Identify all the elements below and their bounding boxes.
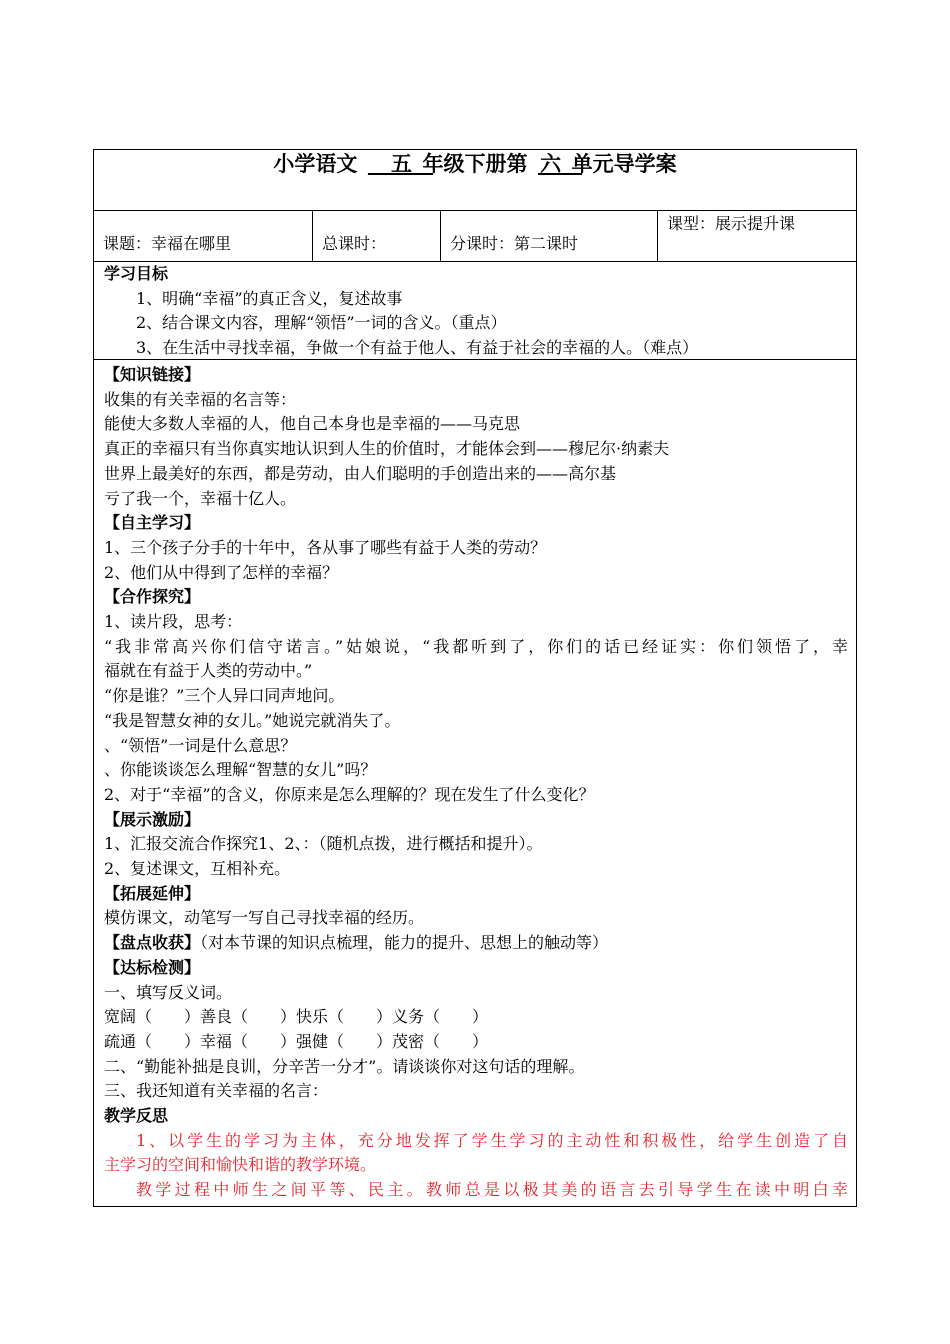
knowledge-line: 世界上最美好的东西，都是劳动，由人们聪明的手创造出来的——高尔基 (104, 463, 617, 483)
inventory-line (104, 931, 848, 956)
page-title (94, 151, 856, 177)
title-prefix: 小学语文 (273, 152, 358, 176)
total-hours-cell (313, 211, 441, 261)
test-line: 宽阔（ ）善良（ ）快乐（ ）义务（ ） (104, 1007, 489, 1027)
self-study-line: 2、他们从中得到了怎样的幸福？ (104, 562, 339, 582)
topic-cell (94, 211, 313, 261)
test-heading: 【达标检测】 (104, 957, 201, 977)
cooperative-line: 福就在有益于人类的劳动中。” (104, 661, 313, 681)
sub-hours-text: 分课时：第二课时 (450, 234, 579, 253)
reflection-line: 主学习的空间和愉快和谐的教学环境。 (104, 1155, 377, 1175)
main-content (94, 360, 856, 1208)
knowledge-line: 真正的幸福只有当你真实地认识到人生的价值时，才能体会到——穆尼尔·纳素夫 (104, 439, 670, 459)
cooperative-heading: 【合作探究】 (104, 587, 201, 607)
self-study-heading: 【自主学习】 (104, 513, 201, 533)
title-row (94, 150, 856, 211)
knowledge-line: 亏了我一个，幸福十亿人。 (104, 488, 297, 508)
sub-hours-cell (441, 211, 658, 261)
objectives-section (94, 262, 856, 360)
objectives-heading: 学习目标 (104, 264, 169, 283)
lesson-type-cell (658, 211, 856, 261)
cooperative-line: “我是智慧女神的女儿。”她说完就消失了。 (104, 710, 401, 730)
cooperative-line: 、“领悟”一词是什么意思？ (104, 735, 297, 755)
title-unit-blank (528, 151, 572, 177)
knowledge-heading: 【知识链接】 (104, 365, 201, 384)
info-row (94, 211, 856, 262)
test-line: 一、填写反义词。 (104, 982, 233, 1002)
reflection-heading: 教学反思 (104, 1106, 169, 1125)
title-suffix: 单元导学案 (571, 152, 677, 176)
test-line: 疏通（ ）幸福（ ）强健（ ）茂密（ ） (104, 1031, 489, 1051)
inventory-note: （对本节课的知识点梳理，能力的提升、思想上的触动等） (200, 933, 609, 953)
reflection-line: 1、以学生的学习为主体，充分地发挥了学生学习的主动性和积极性，给学生创造了自 (136, 1130, 848, 1150)
showcase-line: 1、汇报交流合作探究1、2、：（随机点拨，进行概括和提升）。 (104, 834, 543, 854)
showcase-line: 2、复述课文，互相补充。 (104, 859, 291, 878)
cooperative-line: 、你能谈谈怎么理解“智慧的女儿”吗？ (104, 760, 377, 780)
topic-text: 课题：幸福在哪里 (103, 234, 232, 253)
cooperative-line: 2、对于“幸福”的含义，你原来是怎么理解的？现在发生了什么变化？ (104, 784, 595, 804)
showcase-heading: 【展示激励】 (104, 809, 201, 829)
title-grade: 五 (391, 152, 412, 176)
cooperative-line: “你是谁？”三个人异口同声地问。 (104, 686, 345, 706)
extension-line: 模仿课文，动笔写一写自己寻找幸福的经历。 (104, 908, 425, 928)
title-grade-blank (357, 151, 422, 177)
test-line: 二、“勤能补拙是良训，分辛苦一分才”。请谈谈你对这句话的理解。 (104, 1056, 585, 1076)
objective-item: 2、结合课文内容，理解“领悟”一词的含义。（重点） (136, 313, 507, 332)
inventory-heading: 【盘点收获】 (104, 933, 201, 953)
cooperative-line: “我非常高兴你们信守诺言。”姑娘说，“我都听到了，你们的话已经证实：你们领悟了，幸 (104, 636, 848, 656)
title-middle: 年级下册第 (422, 152, 528, 176)
knowledge-line: 能使大多数人幸福的人，他自己本身也是幸福的——马克思 (104, 414, 521, 434)
objective-item: 1、明确“幸福”的真正含义，复述故事 (136, 289, 403, 308)
extension-heading: 【拓展延伸】 (104, 883, 201, 903)
total-hours-text: 总课时： (322, 234, 387, 253)
lesson-plan-table (93, 149, 857, 1207)
self-study-line: 1、三个孩子分手的十年中，各从事了哪些有益于人类的劳动？ (104, 537, 547, 557)
title-unit: 六 (540, 152, 562, 176)
test-line: 三、我还知道有关幸福的名言： (104, 1081, 329, 1101)
objective-item: 3、在生活中寻找幸福，争做一个有益于他人、有益于社会的幸福的人。（难点） (136, 338, 699, 357)
knowledge-line: 收集的有关幸福的名言等： (104, 389, 297, 409)
lesson-type-text: 课型：展示提升课 (667, 214, 796, 233)
reflection-line: 教学过程中师生之间平等、民主。教师总是以极其美的语言去引导学生在读中明白幸 (136, 1180, 848, 1200)
cooperative-line: 1、读片段，思考： (104, 612, 243, 631)
